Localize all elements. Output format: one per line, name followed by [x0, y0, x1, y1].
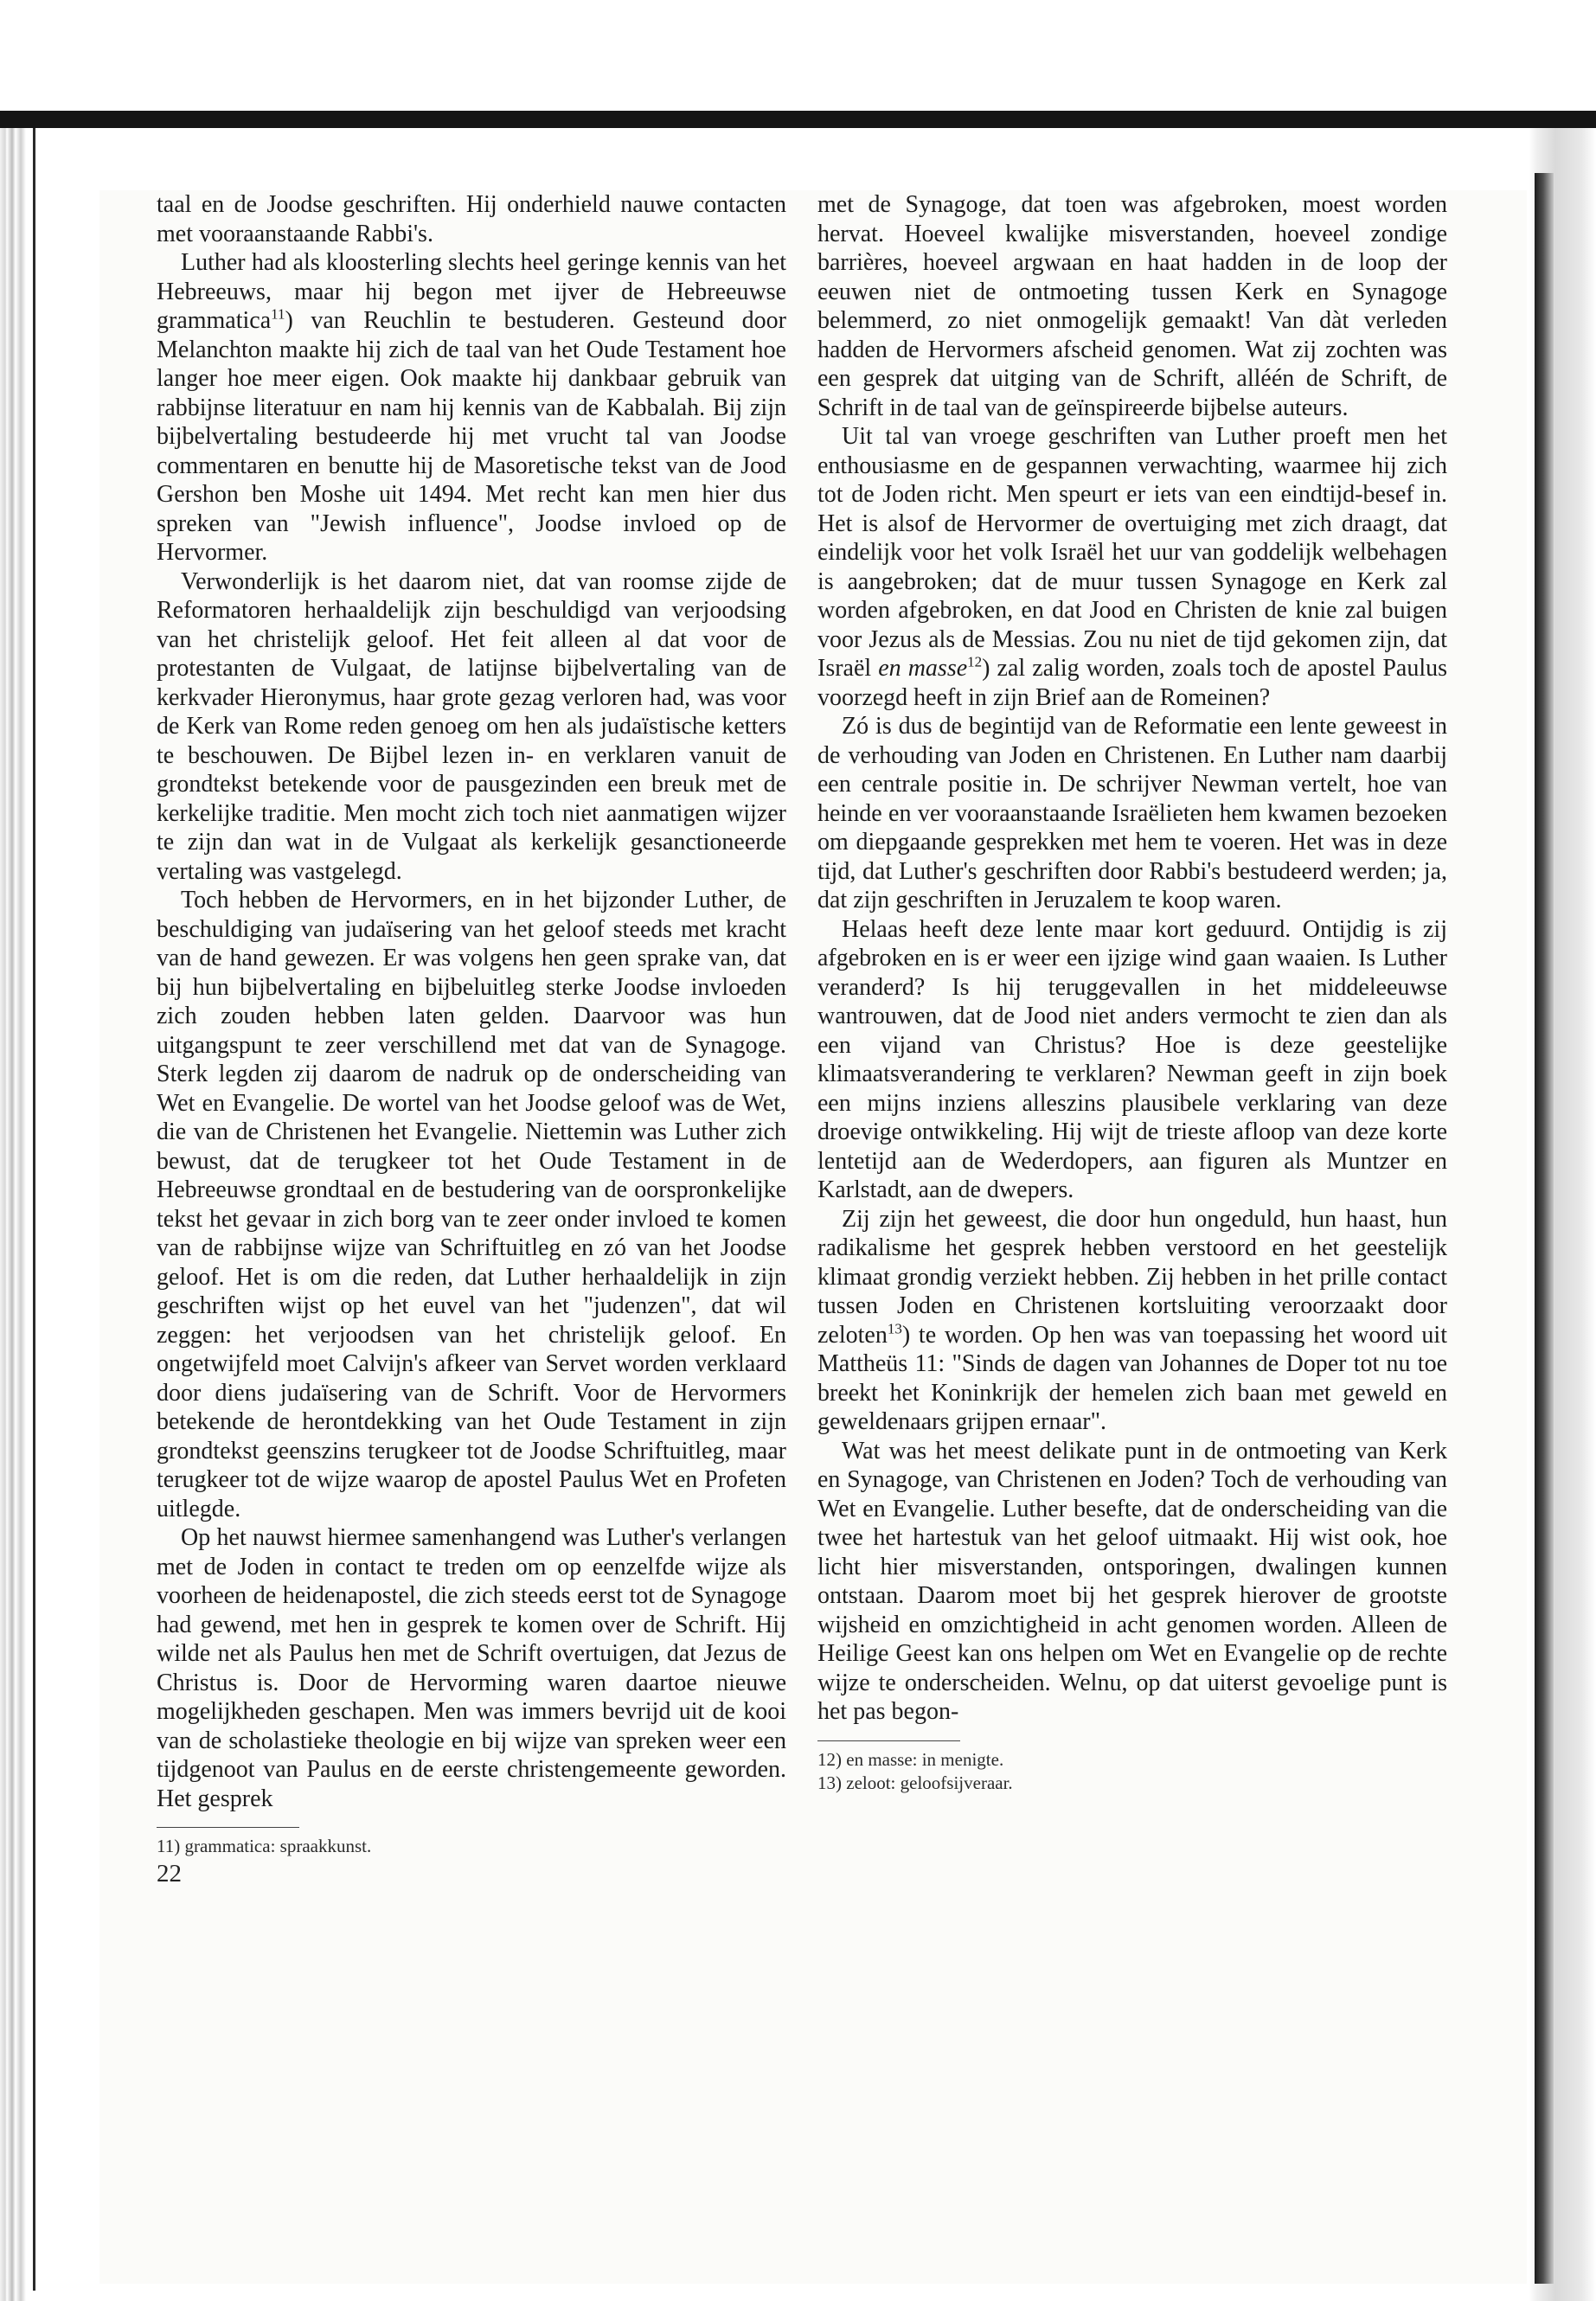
emphasis-text: en masse — [878, 655, 968, 682]
scan-binding-shadow — [1535, 173, 1554, 2284]
paragraph: Op het nauwst hiermee samenhangend was Luther's verlangen met de Joden in contact te treden om op eenzelfde wijze als voorheen de heidenapostel, die zich steeds eerst tot de Synagoge had gewend, met hen in gesprek te komen over de Schrift. Hij wilde net als Paulus hen met de Schrift overtuigen, dat Jezus de Christus is. Door de Hervorming waren daartoe nieuwe mogelijkheden geschapen. Men was immers bevrijd uit de kooi van de scholastieke theologie en bij wijze van spreken weer een tijdgenoot van Paulus en de eerste christengemeente geworden. Het gesprek — [157, 1524, 786, 1812]
paragraph — [817, 422, 1447, 712]
paragraph-text: ) zal zalig worden, zoals toch de apostel Paulus voorzegd heeft in zijn Brief aan de Romeinen? — [817, 655, 1448, 711]
footnote-ref: 11 — [271, 305, 285, 323]
paragraph-text: Uit tal van vroege geschriften van Luther proeft men het enthousiasme en de gespannen verwachting, waarmee hij zich tot de Joden richt. Men speurt er iets van een eindtijd-besef in. Het is alsof de Hervormer de overtuiging met zich draagt, dat eindelijk voor het volk Israël het uur van goddelijk welbehagen is aangebroken; dat de muur tussen Synagoge en Kerk zal worden afgebroken, en dat Jood en Christen de knie zal buigen voor Jezus als de Messias. Zou nu niet de tijd gekomen zijn, dat Israël — [817, 423, 1447, 682]
paragraph: Verwonderlijk is het daarom niet, dat van roomse zijde de Reformatoren herhaaldelijk zijn beschuldigd van verjoodsing van het christelijk geloof. Het feit alleen al dat voor de protestanten de Vulgaat, de latijnse bijbelvertaling van de kerkvader Hieronymus, haar grote gezag verloren had, was voor de Kerk van Rome reden genoeg om hen als judaïstische ketters te beschouwen. De Bijbel lezen in- en verklaren vanuit de grondtekst betekende voor de pausgezinden een breuk met de kerkelijke traditie. Men mocht zich toch niet aanmatigen wijzer te zijn dan wat in de Vulgaat als kerkelijk gesanctioneerde vertaling was vastgelegd. — [157, 567, 786, 885]
paragraph — [157, 248, 786, 567]
footnote: 13) zeloot: geloofsijveraar. — [817, 1772, 1013, 1793]
paragraph: Toch hebben de Hervormers, en in het bijzonder Luther, de beschuldiging van judaïsering van het geloof steeds met kracht van de hand gewezen. Er was volgens hen geen sprake van, dat bij hun bijbelvertaling en bijbeluitleg sterke Joodse invloeden zich zouden hebben laten gelden. Daarvoor was hun uitgangspunt te zeer verschillend met dat van de Synagoge. Sterk legden zij daarom de nadruk op de onderscheiding van Wet en Evangelie. De wortel van het Joodse geloof was de Wet, die van de Christenen het Evangelie. Niettemin was Luther zich bewust, dat de terugkeer tot het Oude Testament in de Hebreeuwse grondtaal en de bestudering van de oorspronkelijke tekst het gevaar in zich borg van te zeer onder invloed te komen van de rabbijnse wijze van Schriftuitleg en zó van het Joodse geloof. Het is om die reden, dat Luther herhaaldelijk in zijn geschriften wijst op het euvel van het "judenzen", dat wil zeggen: het verjoodsen van het christelijk geloof. En ongetwijfeld moet Calvijn's afkeer van Servet worden verklaard door diens judaïsering van de Schrift. Voor de Hervormers betekende de herontdekking van het Oude Testament in zijn grondtekst geenszins terugkeer tot de Joodse Schriftuitleg, maar terugkeer tot de wijze waarop de apostel Paulus Wet en Profeten uitlegde. — [157, 887, 786, 1522]
footnote-ref: 12 — [967, 653, 983, 670]
book-page — [99, 190, 1527, 2284]
footnote: 11) grammatica: spraakkunst. — [157, 1836, 372, 1856]
paragraph — [817, 1205, 1447, 1437]
footnote-divider — [157, 1827, 299, 1828]
paragraph: Helaas heeft deze lente maar kort geduurd. Ontijdig is zij afgebroken en is er weer een ijzige wind gaan waaien. Is Luther veranderd? Is hij teruggevallen in het middeleeuwse wantrouwen, dat de Jood niet anders vermocht te zien dan als een vijand van Christus? Hoe is deze geestelijke klimaatsverandering te verklaren? Newman geeft in zijn boek een mijns inziens alleszins plausibele verklaring van deze droevige ontwikkeling. Hij wijt de trieste afloop van deze korte lentetijd aan de Wederdopers, aan figuren als Muntzer en Karlstadt, aan de dwepers. — [817, 915, 1447, 1203]
paragraph: taal en de Joodse geschriften. Hij onderhield nauwe contacten met vooraanstaande Rabbi's. — [157, 191, 786, 247]
paragraph-text: Zij zijn het geweest, die door hun ongeduld, hun haast, hun radikalisme het gesprek hebben verstoord en het geestelijk klimaat grondig verziekt hebben. Zij hebben in het prille contact tussen Joden en Christenen kortsluiting veroorzaakt door zeloten — [817, 1205, 1447, 1349]
footnote: 12) en masse: in menigte. — [817, 1748, 1004, 1770]
footnote-divider — [817, 1740, 960, 1741]
footnote-ref: 13 — [887, 1320, 902, 1337]
paragraph-text: ) van Reuchlin te bestuderen. Gesteund door Melanchton maakte hij zich de taal van het Oude Testament hoe langer hoe meer eigen. Ook maakte hij dankbaar gebruik van rabbijnse literatuur en nam hij kennis van de Kabbalah. Bij zijn bijbelvertaling bestudeerde hij met vrucht tal van Joodse commentaren en benutte hij de Masoretische tekst van de Jood Gershon ben Moshe uit 1494. Met recht kan men hier dus spreken van "Jewish influence", Joodse invloed op de Hervormer. — [157, 307, 786, 566]
paragraph: Wat was het meest delikate punt in de ontmoeting van Kerk en Synagoge, van Christenen en Joden? Toch de verhouding van Wet en Evangelie. Luther besefte, dat de onderscheiding van die twee het hartestuk van het geloof uitmaakt. Hij wist ook, hoe licht hier misverstanden, ontsporingen, dwalingen kunnen ontstaan. Daarom moet bij het gesprek hierover de grootste wijsheid en omzichtigheid in acht genomen worden. Alleen de Heilige Geest kan ons helpen om Wet en Evangelie op de rechte wijze te onderscheiden. Welnu, op dat uiterst gevoelige punt is het pas begon- — [817, 1437, 1447, 1725]
scan-top-edge — [0, 111, 1596, 128]
scan-left-edge-line — [33, 128, 35, 2291]
scan-left-edge — [0, 128, 26, 2301]
paragraph-text: Luther had als kloosterling slechts heel geringe kennis van het Hebreeuws, maar hij begon met ijver de Hebreeuwse grammatica — [157, 249, 786, 334]
left-column — [157, 190, 786, 1888]
right-column — [817, 190, 1447, 1795]
page-number: 22 — [157, 1860, 182, 1888]
paragraph: Zó is dus de begintijd van de Reformatie een lente geweest in de verhouding van Joden en Christenen. En Luther nam daarbij een centrale positie in. De schrijver Newman vertelt, hoe van heinde en ver vooraanstaande Israëlieten hem kwamen bezoeken om diepgaande gesprekken met hem te voeren. Het was in deze tijd, dat Luther's geschriften door Rabbi's bestudeerd werden; ja, dat zijn geschriften in Jeruzalem te koop waren. — [817, 713, 1447, 913]
paragraph-text: ) te worden. Op hen was van toepassing het woord uit Mattheüs 11: "Sinds de dagen van Johannes de Doper tot nu toe breekt het Koninkrijk der hemelen zich baan met geweld en geweldenaars grijpen ernaar". — [817, 1321, 1447, 1435]
paragraph: met de Synagoge, dat toen was afgebroken, moest worden hervat. Hoeveel kwalijke misverstanden, hoeveel zondige barrières, hoeveel argwaan en haat hadden in de loop der eeuwen niet de ontmoeting tussen Kerk en Synagoge belemmerd, zo niet onmogelijk gemaakt! Van dàt verleden hadden de Hervormers afscheid genomen. Wat zij zochten was een gesprek dat uitging van de Schrift, alléén de Schrift, de Schrift in de taal van de geïnspireerde bijbelse auteurs. — [817, 191, 1447, 421]
